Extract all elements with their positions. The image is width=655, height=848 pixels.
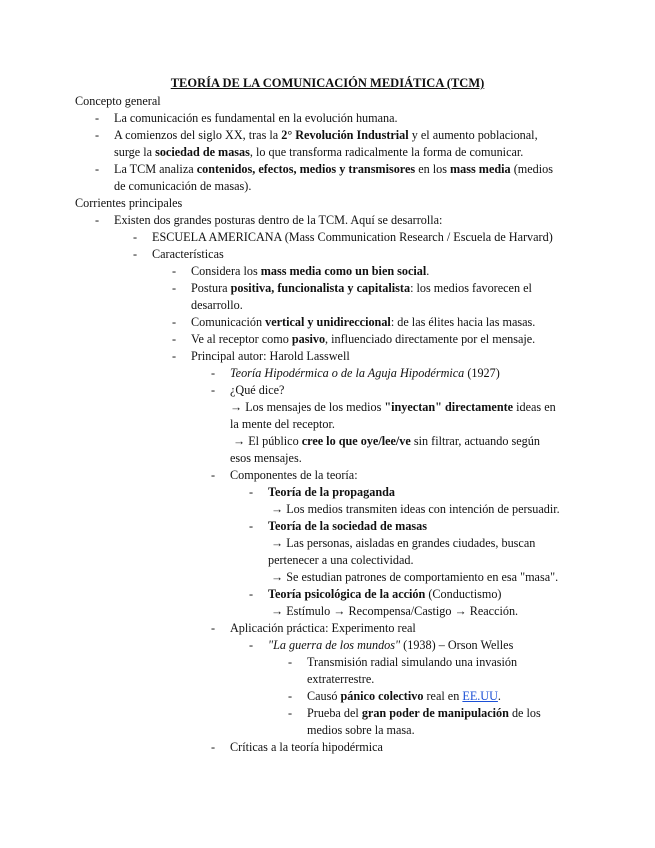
concepto-item-3-cont: de comunicación de masas). xyxy=(114,179,252,193)
componentes-heading: Componentes de la teoría: xyxy=(230,468,358,482)
componente-2 xyxy=(268,518,427,535)
text-run: (1938) – Orson Welles xyxy=(400,638,514,652)
concepto-item-2-cont xyxy=(114,144,523,161)
text-bold: sociedad de masas xyxy=(155,145,250,159)
bullet-dash: - xyxy=(249,485,254,499)
bullet-dash: - xyxy=(211,366,216,380)
bullet-dash: - xyxy=(95,162,100,176)
bullet-dash: - xyxy=(172,332,177,346)
text-run: Ve al receptor como xyxy=(191,332,292,346)
bullet-dash: - xyxy=(172,264,177,278)
guerra-item-3 xyxy=(307,705,541,722)
que-dice-1-cont: la mente del receptor. xyxy=(230,417,335,431)
caracteristica-3 xyxy=(191,314,535,331)
text-bold: Teoría psicológica de la acción xyxy=(268,587,426,601)
caracteristica-4 xyxy=(191,331,535,348)
concepto-item-2 xyxy=(114,127,538,144)
bullet-dash: - xyxy=(95,128,100,142)
componente-2-desc-2: → Se estudian patrones de comportamiento en esa "masa". xyxy=(271,570,559,584)
text-run: : de las élites hacia las masas. xyxy=(390,315,536,329)
concepto-item-3 xyxy=(114,161,553,178)
text-bold: positiva, funcionalista y capitalista xyxy=(230,281,411,295)
eeuu-link[interactable]: EE.UU xyxy=(462,689,498,703)
text-bold: gran poder de manipulación xyxy=(361,706,509,720)
text-run: real en xyxy=(423,689,463,703)
text-run: , lo que transforma radicalmente la forma de comunicar. xyxy=(249,145,524,159)
text-bold: pasivo xyxy=(291,332,326,346)
text-bold: Teoría de la propaganda xyxy=(268,485,395,499)
text-run: Causó xyxy=(307,689,341,703)
bullet-dash: - xyxy=(211,383,216,397)
text-bold: vertical y unidireccional xyxy=(265,315,391,329)
guerra-item-3-cont: medios sobre la masa. xyxy=(307,723,415,737)
componente-2-desc-1: → Las personas, aisladas en grandes ciudades, buscan xyxy=(271,536,536,550)
aplicacion-heading: Aplicación práctica: Experimento real xyxy=(230,621,416,635)
text-italic: "La guerra de los mundos" xyxy=(268,638,401,652)
text-run: Considera los xyxy=(191,264,261,278)
bullet-dash: - xyxy=(211,740,216,754)
text-run: surge la xyxy=(114,145,156,159)
text-bold: contenidos, efectos, medios y transmisores xyxy=(196,162,416,176)
caracteristica-1 xyxy=(191,263,429,280)
section-heading-concepto: Concepto general xyxy=(75,94,161,108)
componente-3 xyxy=(268,586,501,603)
text-bold: Teoría de la sociedad de masas xyxy=(268,519,428,533)
bullet-dash: - xyxy=(249,519,254,533)
bullet-dash: - xyxy=(211,621,216,635)
componente-2-desc-1-cont: pertenecer a una colectividad. xyxy=(268,553,414,567)
bullet-dash: - xyxy=(288,706,293,720)
text-italic: Teoría Hipodérmica o de la Aguja Hipodérmica xyxy=(230,366,465,380)
bullet-dash: - xyxy=(133,230,138,244)
guerra-item-2 xyxy=(307,688,501,705)
bullet-dash: - xyxy=(95,213,100,227)
text-run: sin filtrar, actuando según xyxy=(410,434,540,448)
bullet-dash: - xyxy=(211,468,216,482)
text-run: . xyxy=(497,689,501,703)
componente-1 xyxy=(268,484,395,501)
text-run: de los xyxy=(508,706,541,720)
text-run: La TCM analiza xyxy=(114,162,197,176)
text-run: → Los mensajes de los medios xyxy=(230,400,385,414)
caracteristica-2 xyxy=(191,280,532,297)
text-run: (medios xyxy=(510,162,553,176)
text-run: A comienzos del siglo XX, tras la xyxy=(114,128,282,142)
bullet-dash: - xyxy=(95,111,100,125)
criticas-heading: Críticas a la teoría hipodérmica xyxy=(230,740,383,754)
text-run: , influenciado directamente por el mensaje. xyxy=(325,332,536,346)
caracteristicas-heading: Características xyxy=(152,247,224,261)
text-run: → El público xyxy=(233,434,302,448)
text-run: . xyxy=(426,264,430,278)
text-bold: "inyectan" directamente xyxy=(384,400,514,414)
text-run: Postura xyxy=(191,281,231,295)
que-dice-2 xyxy=(233,433,540,450)
text-bold: mass media xyxy=(450,162,511,176)
text-bold: mass media como un bien social xyxy=(260,264,427,278)
bullet-dash: - xyxy=(133,247,138,261)
bullet-dash: - xyxy=(172,315,177,329)
caracteristica-2-cont: desarrollo. xyxy=(191,298,243,312)
bullet-dash: - xyxy=(249,587,254,601)
document-title: TEORÍA DE LA COMUNICACIÓN MEDIÁTICA (TCM) xyxy=(170,76,485,90)
guerra-item-1: Transmisión radial simulando una invasión xyxy=(307,655,518,669)
escuela-americana: ESCUELA AMERICANA (Mass Communication Research / Escuela de Harvard) xyxy=(152,230,553,244)
que-dice-1 xyxy=(230,399,556,416)
componente-1-desc: → Los medios transmiten ideas con intención de persuadir. xyxy=(271,502,560,516)
componente-3-desc: → Estímulo → Recompensa/Castigo → Reacción. xyxy=(271,604,519,618)
text-run: Comunicación xyxy=(191,315,266,329)
section-heading-corrientes: Corrientes principales xyxy=(75,196,183,210)
bullet-dash: - xyxy=(172,349,177,363)
teoria-hipodermica xyxy=(230,365,500,382)
bullet-dash: - xyxy=(288,689,293,703)
text-run: (1927) xyxy=(464,366,500,380)
que-dice-heading: ¿Qué dice? xyxy=(230,383,285,397)
text-run: (Conductismo) xyxy=(425,587,502,601)
text-run: en los xyxy=(415,162,451,176)
caracteristica-5: Principal autor: Harold Lasswell xyxy=(191,349,350,363)
guerra-item-1-cont: extraterrestre. xyxy=(307,672,375,686)
text-bold: pánico colectivo xyxy=(340,689,424,703)
concepto-item-1: La comunicación es fundamental en la evolución humana. xyxy=(114,111,398,125)
text-run: Prueba del xyxy=(307,706,362,720)
text-bold: 2° Revolución Industrial xyxy=(281,128,409,142)
corrientes-intro: Existen dos grandes posturas dentro de la TCM. Aquí se desarrolla: xyxy=(114,213,443,227)
text-run: ideas en xyxy=(513,400,556,414)
text-run: : los medios favorecen el xyxy=(410,281,532,295)
bullet-dash: - xyxy=(172,281,177,295)
guerra-de-los-mundos xyxy=(268,637,513,654)
text-run: y el aumento poblacional, xyxy=(408,128,538,142)
bullet-dash: - xyxy=(288,655,293,669)
text-bold: cree lo que oye/lee/ve xyxy=(301,434,411,448)
bullet-dash: - xyxy=(249,638,254,652)
que-dice-2-cont: esos mensajes. xyxy=(230,451,302,465)
